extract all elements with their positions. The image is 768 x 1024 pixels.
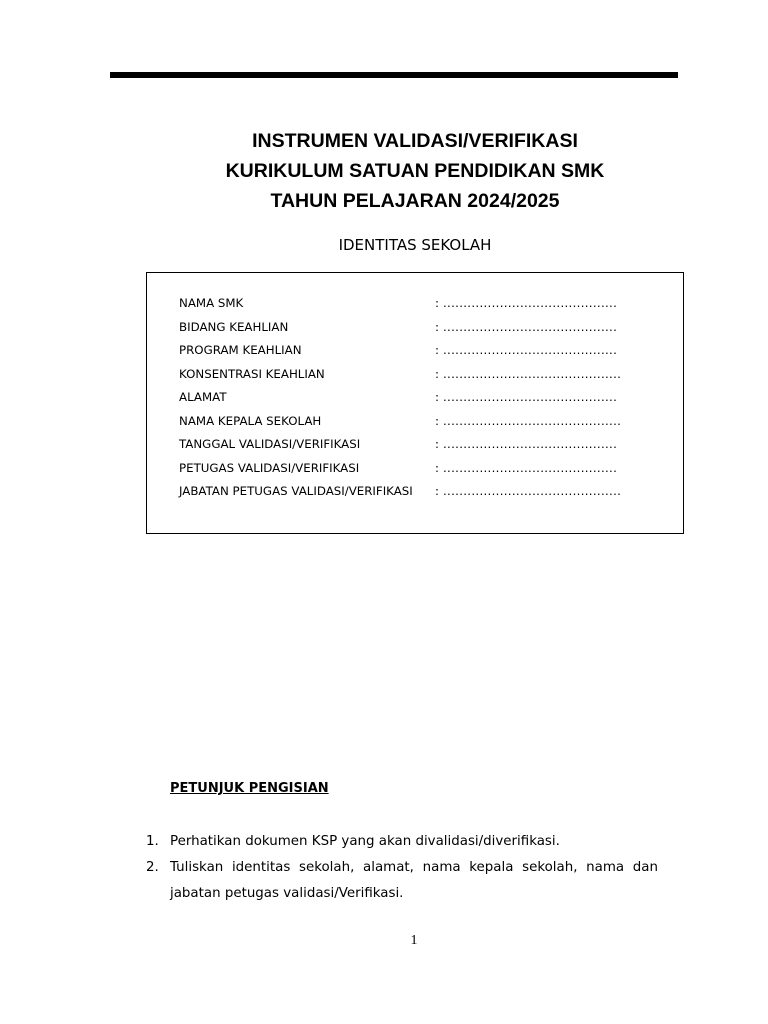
field-separator: : — [435, 413, 439, 428]
instruction-text: Perhatikan dokumen KSP yang akan divalidasi/diverifikasi. — [170, 834, 560, 849]
field-label: BIDANG KEAHLIAN — [179, 319, 289, 334]
field-fill-line: ............................................ — [443, 366, 622, 381]
instruction-item — [146, 855, 658, 907]
field-fill-line: ........................................... — [443, 437, 618, 451]
field-separator: : — [435, 366, 439, 381]
field-separator: : — [435, 296, 439, 310]
field-separator: : — [435, 343, 439, 357]
top-rule — [110, 72, 678, 78]
field-label: NAMA SMK — [179, 296, 244, 310]
section-title: IDENTITAS SEKOLAH — [338, 236, 492, 254]
field-fill-line: ........................................... — [443, 390, 618, 404]
title-line-2: KURIKULUM SATUAN PENDIDIKAN SMK — [225, 160, 605, 182]
instruction-number: 2. — [146, 860, 159, 875]
instruction-number: 1. — [146, 834, 159, 849]
field-label: TANGGAL VALIDASI/VERIFIKASI — [179, 437, 361, 451]
field-label: NAMA KEPALA SEKOLAH — [179, 413, 322, 428]
field-fill-line: ........................................... — [443, 460, 618, 475]
field-label: PROGRAM KEAHLIAN — [179, 343, 302, 357]
field-label: KONSENTRASI KEAHLIAN — [179, 366, 325, 381]
field-separator: : — [435, 390, 439, 404]
field-label: ALAMAT — [179, 390, 227, 404]
document-title — [110, 126, 720, 216]
title-line-3: TAHUN PELAJARAN 2024/2025 — [270, 190, 560, 212]
instructions-heading: PETUNJUK PENGISIAN — [170, 781, 329, 796]
field-separator: : — [435, 437, 439, 451]
field-fill-line: ........................................... — [443, 296, 618, 310]
field-fill-line: ........................................... — [443, 319, 618, 334]
instruction-item — [146, 829, 658, 855]
field-fill-line: ............................................ — [443, 484, 622, 498]
field-fill-line: ........................................... — [443, 343, 618, 357]
field-separator: : — [435, 319, 439, 334]
field-separator: : — [435, 484, 439, 498]
field-separator: : — [435, 460, 439, 475]
field-fill-line: ............................................ — [443, 413, 622, 428]
field-label: PETUGAS VALIDASI/VERIFIKASI — [179, 460, 360, 475]
instruction-text: Tuliskan identitas sekolah, alamat, nama kepala sekolah, nama dan jabatan petugas validasi/Verifikasi. — [170, 860, 658, 901]
title-line-1: INSTRUMEN VALIDASI/VERIFIKASI — [252, 130, 578, 152]
field-label: JABATAN PETUGAS VALIDASI/VERIFIKASI — [179, 484, 413, 498]
identity-box — [146, 272, 684, 534]
instructions-list — [146, 829, 658, 907]
page-number: 1 — [410, 933, 418, 948]
